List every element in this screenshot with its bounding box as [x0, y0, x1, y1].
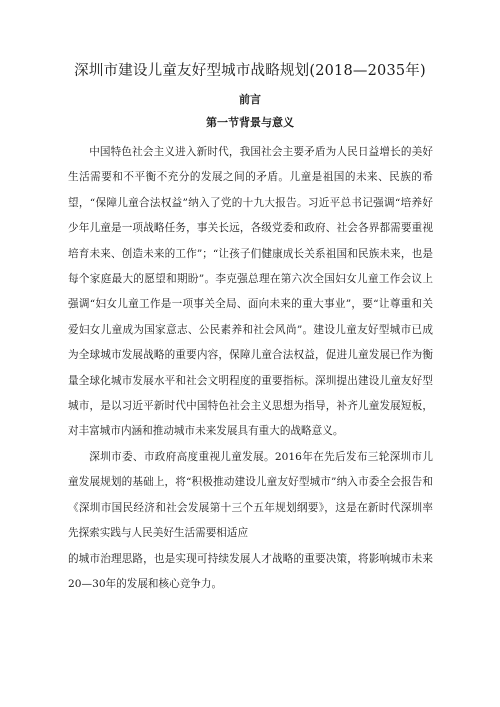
paragraph-2: 深圳市委、市政府高度重视儿童发展。2016年在先后发布三轮深圳市儿童发展规划的基础上，将“积极推动建设儿童友好型城市”纳入市委全会报告和《深圳市国民经济和社会发展第十三个五年规划纲要》，这是在新时代深圳率先探索实践与人民美好生活需要相适应 [68, 450, 433, 540]
paragraph-3: 的城市治理思路，也是实现可持续发展人才战略的重要决策，将影响城市未来20—30年的发展和核心竞争力。 [68, 552, 433, 590]
body-text [68, 140, 433, 597]
paragraph-1: 中国特色社会主义进入新时代，我国社会主要矛盾为人民日益增长的美好生活需要和不平衡不充分的发展之间的矛盾。儿童是祖国的未来、民族的希望，“保障儿童合法权益”纳入了党的十九大报告。习近平总书记强调“培养好少年儿童是一项战略任务，事关长远，各级党委和政府、社会各界都需要重视培育未来、创造未来的工作”；“让孩子们健康成长关系祖国和民族未来，也是每个家庭最大的愿望和期盼”。李克强总理在第六次全国妇女儿童工作会议上强调“妇女儿童工作是一项事关全局、面向未来的重大事业”，要“让尊重和关爱妇女儿童成为国家意志、公民素养和社会风尚”。建设儿童友好型城市已成为全球城市发展战略的重要内容，保障儿童合法权益，促进儿童发展已作为衡量全球化城市发展水平和社会文明程度的重要指标。深圳提出建设儿童友好型城市，是以习近平新时代中国特色社会主义思想为指导，补齐儿童发展短板，对丰富城市内涵和推动城市未来发展具有重大的战略意义。 [68, 146, 433, 438]
document-title: 深圳市建设儿童友好型城市战略规划(2018—2035年) [74, 63, 426, 79]
preface-heading: 前言 [239, 93, 261, 106]
section-heading: 第一节背景与意义 [206, 116, 294, 129]
